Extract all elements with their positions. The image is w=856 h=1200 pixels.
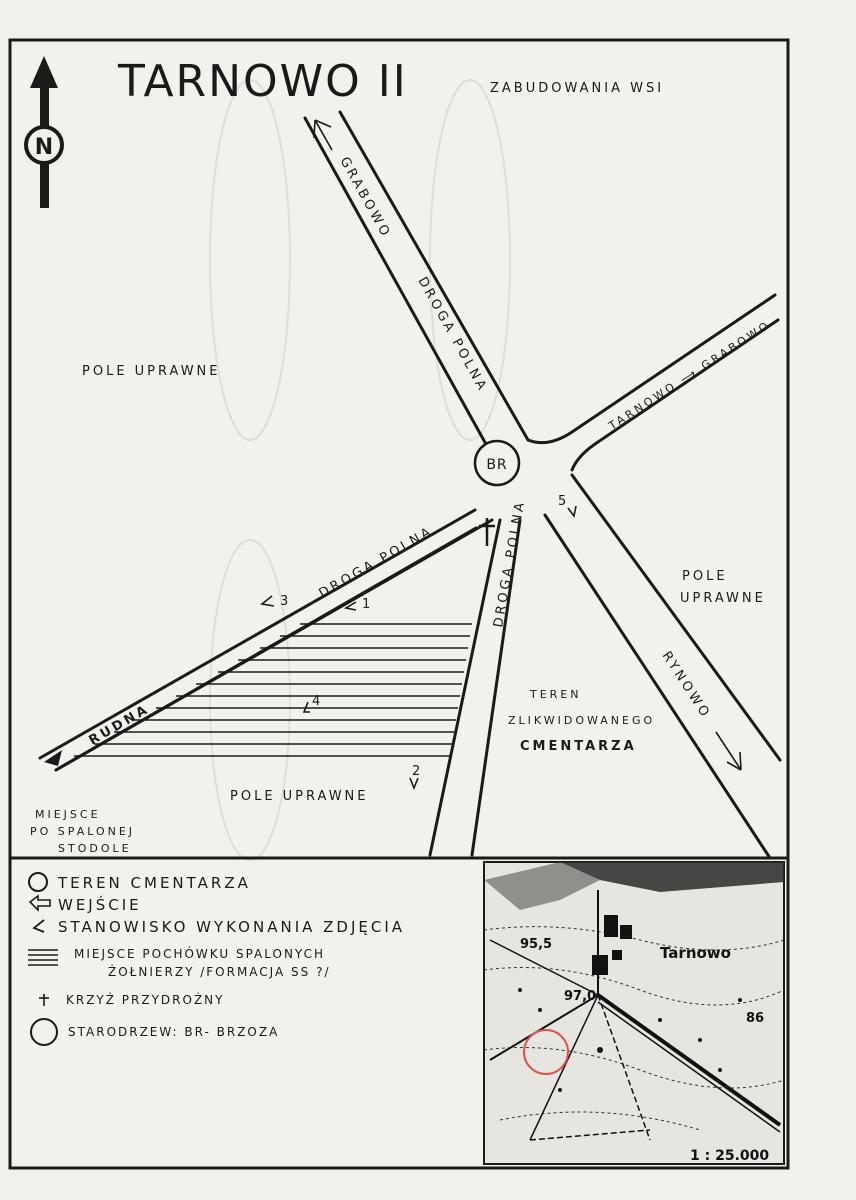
label-barn-1: MIEJSCE [35, 808, 101, 821]
legend-tree: STARODRZEW: BR- BRZOZA [68, 1025, 280, 1039]
road-label-tarnowo-grabowo: TARNOWO ⟶ GRABOWO [606, 318, 773, 433]
entrance-arrow-icon [30, 896, 50, 910]
photo-point-4: 4 [312, 694, 324, 709]
cross-marker [479, 518, 495, 546]
road-label-droga-polna-south: DROGA POLNA [491, 498, 529, 629]
label-field-right-2: UPRAWNE [680, 591, 766, 606]
legend-cross: KRZYŻ PRZYDROŻNY [66, 993, 225, 1007]
inset-elev-2: 97,0 [564, 989, 597, 1004]
label-field-left: POLE UPRAWNE [82, 364, 221, 379]
legend-entrance: WEJŚCIE [58, 896, 142, 914]
label-cemetery-2: ZLIKWIDOWANEGO [508, 714, 656, 727]
label-field-right-1: POLE [682, 569, 728, 584]
road-label-rudna: RUDNA [86, 701, 153, 749]
photo-point-icon [34, 920, 44, 932]
inset-place: Tarnowo [660, 944, 731, 962]
map-title: TARNOWO II [118, 56, 408, 107]
north-arrow [26, 56, 62, 208]
road-label-grabowo-north: GRABOWO [336, 154, 394, 242]
roads [40, 112, 780, 858]
legend-cemetery: TEREN CMENTARZA [58, 874, 251, 892]
label-barn-3: STODOLE [58, 842, 132, 855]
road-label-rynowo: RYNOWO [658, 649, 714, 722]
label-barn-2: PO SPALONEJ [30, 825, 136, 838]
cemetery-symbol-icon [29, 873, 47, 891]
photo-point-2: 2 [412, 764, 424, 779]
legend-burial-1: MIEJSCE POCHÓWKU SPALONYCH [74, 947, 325, 961]
label-field-bottom: POLE UPRAWNE [230, 789, 369, 804]
road-label-droga-polna-north: DROGA POLNA [414, 274, 491, 396]
inset-elev-3: 86 [746, 1011, 765, 1026]
legend-burial-2: ŻOŁNIERZY /FORMACJA SS ?/ [108, 965, 331, 979]
road-label-droga-polna-west: DROGA POLNA [316, 523, 436, 602]
label-village: ZABUDOWANIA WSI [490, 81, 665, 96]
label-cemetery-1: TEREN [530, 688, 582, 701]
photo-point-3: 3 [280, 594, 292, 609]
inset-topo-map [484, 862, 784, 1164]
legend-photo: STANOWISKO WYKONANIA ZDJĘCIA [58, 918, 406, 936]
tree-symbol-icon [31, 1019, 57, 1045]
photo-point-1: 1 [362, 597, 374, 612]
photo-point-5: 5 [558, 494, 570, 509]
north-label: N [34, 135, 54, 160]
inset-elev-1: 95,5 [520, 937, 553, 952]
legend [28, 873, 405, 1045]
label-cemetery-3: CMENTARZA [520, 739, 637, 754]
inset-scale: 1 : 25.000 [690, 1148, 770, 1164]
cross-symbol-icon [39, 994, 49, 1006]
tree-label: BR [486, 457, 508, 473]
hatch-symbol-icon [28, 950, 58, 965]
